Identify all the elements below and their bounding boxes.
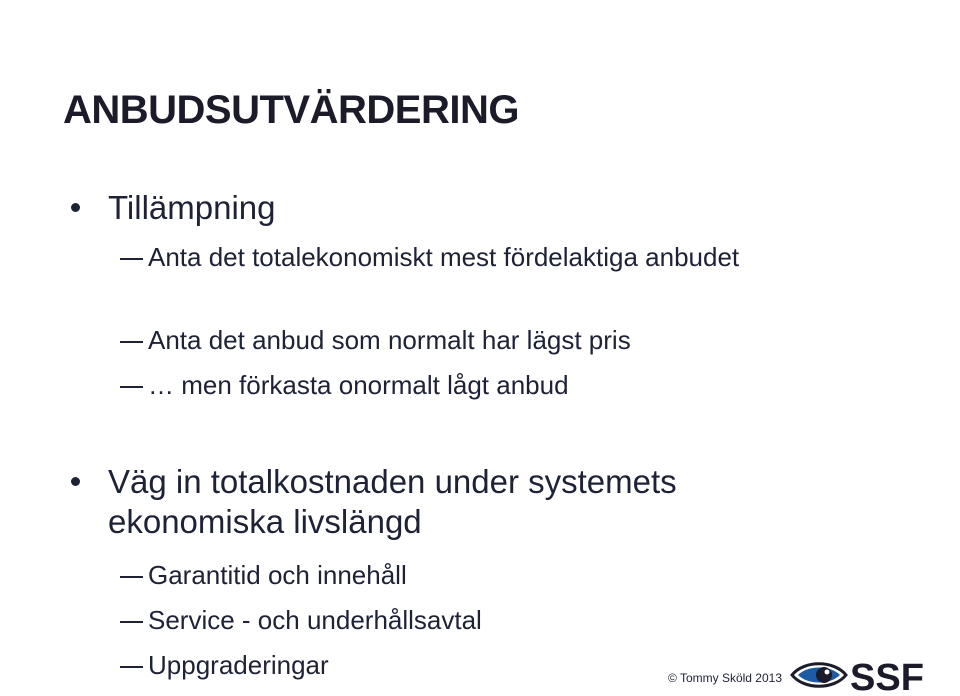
sub-bullet-text: Anta det anbud som normalt har lägst pris [148, 325, 631, 355]
dash-icon [120, 666, 143, 668]
bullet-dot-icon [71, 477, 80, 486]
sub-bullet-item [148, 321, 788, 359]
sub-bullet-text: Garantitid och innehåll [148, 560, 407, 590]
bullet-text: Väg in totalkostnaden under systemets ekonomiska livslängd [108, 463, 677, 540]
logo-text: SSF [850, 657, 924, 696]
slide-title: ANBUDSUTVÄRDERING [63, 88, 519, 132]
bullet-dot-icon [71, 203, 80, 212]
ssf-logo [790, 654, 940, 696]
sub-bullet-item [148, 556, 788, 594]
eye-icon [792, 664, 846, 687]
dash-icon [120, 386, 143, 388]
sub-bullet-item [148, 601, 788, 639]
dash-icon [120, 621, 143, 623]
bullet-item [108, 462, 768, 542]
sub-bullet-item [148, 238, 788, 276]
dash-icon [120, 258, 143, 260]
copyright-notice: © Tommy Sköld 2013 [668, 671, 783, 685]
sub-bullet-text: Anta det totalekonomiskt mest fördelaktiga anbudet [148, 242, 740, 272]
sub-bullet-text: Uppgraderingar [148, 650, 329, 680]
sub-bullet-text: … men förkasta onormalt lågt anbud [148, 370, 569, 400]
dash-icon [120, 341, 143, 343]
sub-bullet-item [148, 366, 788, 404]
sub-bullet-text: Service - och underhållsavtal [148, 605, 482, 635]
bullet-item [108, 188, 808, 228]
bullet-text: Tillämpning [108, 189, 276, 226]
dash-icon [120, 576, 143, 578]
